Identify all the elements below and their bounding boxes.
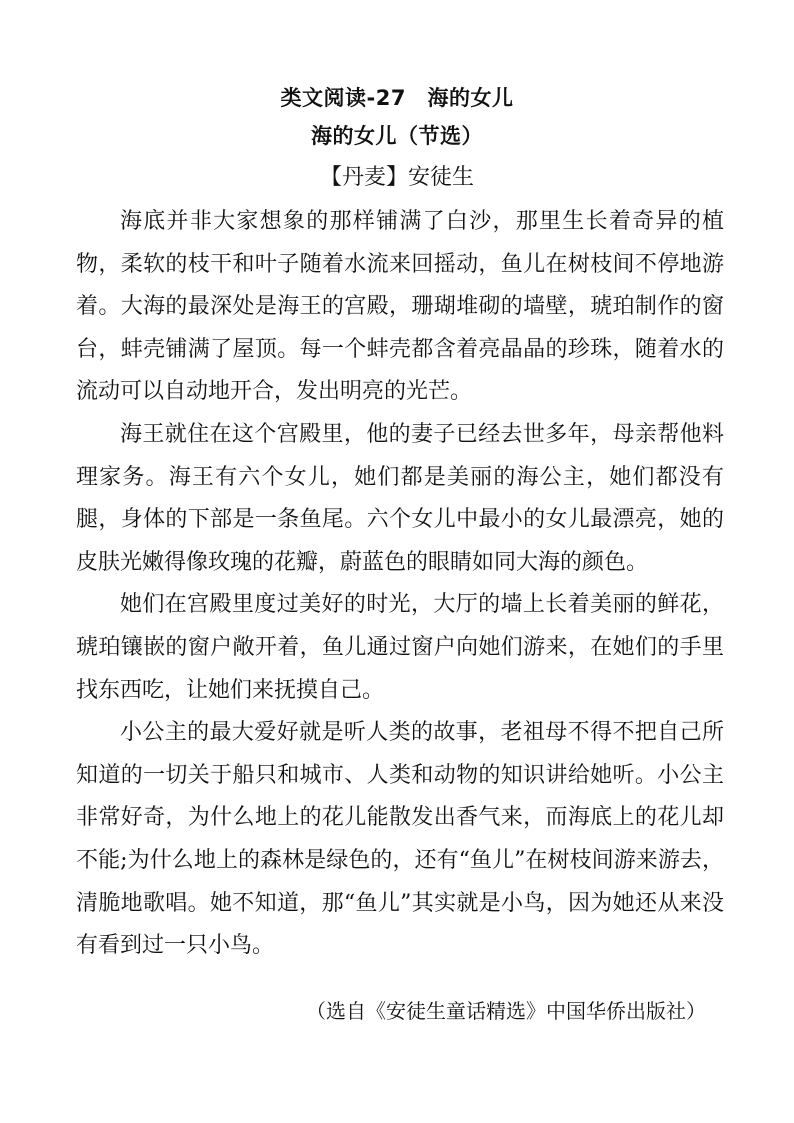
article-body xyxy=(76,201,724,968)
source-citation: （选自《安徒生童话精选》中国华侨出版社） xyxy=(306,999,706,1023)
document-subtitle: 海的女儿（节选） xyxy=(311,124,483,148)
document-title: 类文阅读-27 海的女儿 xyxy=(280,86,514,110)
paragraph-4: 小公主的最大爱好就是听人类的故事，老祖母不得不把自己所知道的一切关于船只和城市、人类和动物的知识讲给她听。小公主非常好奇，为什么地上的花儿能散发出香气来，而海底上的花儿却不能;为什么地上的森林是绿色的，还有“鱼儿”在树枝间游来游去，清脆地歌唱。她不知道，那“鱼儿”其实就是小鸟，因为她还从来没有看到过一只小鸟。 xyxy=(76,720,724,959)
author-line: 【丹麦】安徒生 xyxy=(319,165,474,190)
paragraph-2: 海王就住在这个宫殿里，他的妻子已经去世多年，母亲帮他料理家务。海王有六个女儿，她们都是美丽的海公主，她们都没有腿，身体的下部是一条鱼尾。六个女儿中最小的女儿最漂亮，她的皮肤光嫩得像玫瑰的花瓣，蔚蓝色的眼睛如同大海的颜色。 xyxy=(76,421,724,575)
paragraph-1: 海底并非大家想象的那样铺满了白沙，那里生长着奇异的植物，柔软的枝干和叶子随着水流来回摇动，鱼儿在树枝间不停地游着。大海的最深处是海王的宫殿，珊瑚堆砌的墙壁，琥珀制作的窗台，蚌壳铺满了屋顶。每一个蚌壳都含着亮晶晶的珍珠，随着水的流动可以自动地开合，发出明亮的光芒。 xyxy=(76,209,724,405)
paragraph-3: 她们在宫殿里度过美好的时光，大厅的墙上长着美丽的鲜花，琥珀镶嵌的窗户敞开着，鱼儿通过窗户向她们游来，在她们的手里找东西吃，让她们来抚摸自己。 xyxy=(76,592,724,703)
